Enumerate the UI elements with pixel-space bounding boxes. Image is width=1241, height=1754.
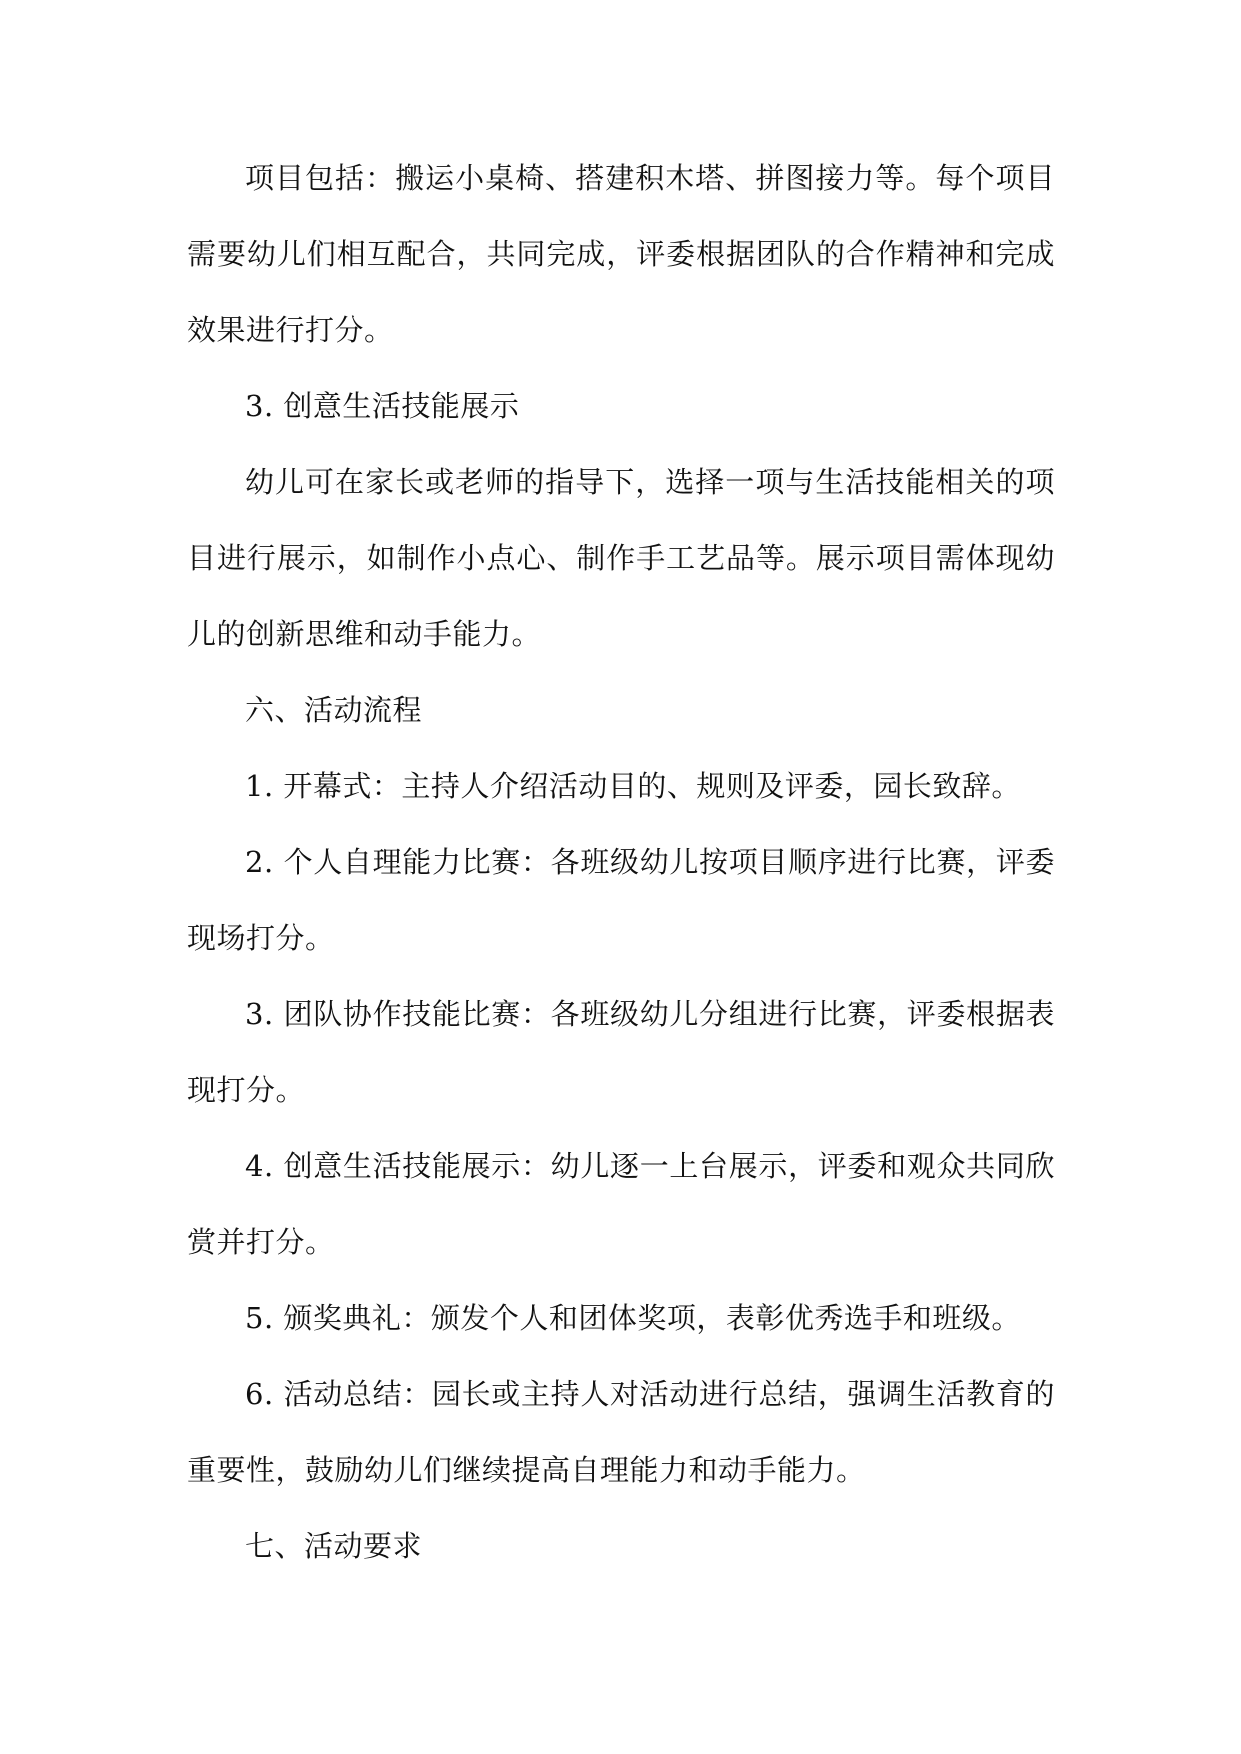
process-step-2: 2. 个人自理能力比赛：各班级幼儿按项目顺序进行比赛，评委现场打分。 xyxy=(187,845,1055,955)
section-heading-activity-requirements: 七、活动要求 xyxy=(245,1529,423,1563)
paragraph-team-projects: 项目包括：搬运小桌椅、搭建积木塔、拼图接力等。每个项目需要幼儿们相互配合，共同完成，评委根据团队的合作精神和完成效果进行打分。 xyxy=(187,161,1055,347)
process-step-4: 4. 创意生活技能展示：幼儿逐一上台展示，评委和观众共同欣赏并打分。 xyxy=(187,1149,1055,1259)
process-step-1: 1. 开幕式：主持人介绍活动目的、规则及评委，园长致辞。 xyxy=(245,769,1021,803)
process-step-6: 6. 活动总结：园长或主持人对活动进行总结，强调生活教育的重要性，鼓励幼儿们继续提高自理能力和动手能力。 xyxy=(187,1377,1055,1487)
document-body xyxy=(187,140,1055,1584)
item-creative-skills-heading: 3. 创意生活技能展示 xyxy=(245,389,520,423)
section-heading-activity-process: 六、活动流程 xyxy=(245,693,423,727)
process-step-3: 3. 团队协作技能比赛：各班级幼儿分组进行比赛，评委根据表现打分。 xyxy=(187,997,1055,1107)
paragraph-creative-skills: 幼儿可在家长或老师的指导下，选择一项与生活技能相关的项目进行展示，如制作小点心、制作手工艺品等。展示项目需体现幼儿的创新思维和动手能力。 xyxy=(187,465,1055,651)
process-step-5: 5. 颁奖典礼：颁发个人和团体奖项，表彰优秀选手和班级。 xyxy=(245,1301,1021,1335)
